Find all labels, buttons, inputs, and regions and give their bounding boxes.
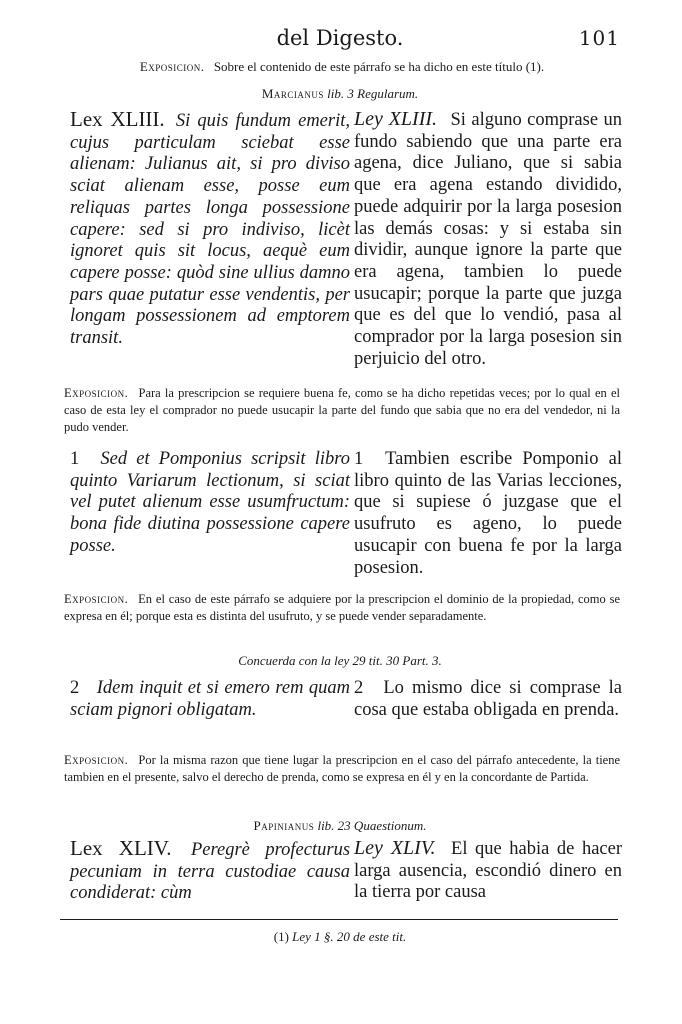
spanish-law-text: Si alguno comprase un fundo sabiendo que una parte era agena, dice Juliano, que si sabia que era agena estando dividido, puede adquirir por la larga posesion las demás cosas: y si estaba sin dividir, aunque ignore la parte que era agena, tambien lo puede usucapir; porque la parte que juzga que es del que lo vendió, pasa al comprador por la larga posesion sin perjuicio del otro. xyxy=(354,110,622,369)
latin-column-lex-43 xyxy=(70,109,350,350)
exposition-label: Exposicion. xyxy=(64,386,129,400)
exposition-lex-43 xyxy=(64,385,620,436)
exposition-text: En el caso de este párrafo se adquiere por la prescripcion el dominio de la propiedad, como se expresa en él; porque esta es distinta del usufruto, y se puede vender separadamente. xyxy=(64,592,621,623)
latin-law-text: Si quis fundum emerit, cujus particulam sciebat esse alienam: Julianus ait, si pro diviso sciat alienam esse, posse eum reliquas partes longa possessione capere: sed si pro indiviso, licèt ignoret quis sit locus, aequè eum capere posse: quòd sine ullius damno pars quae putatur esse vendentis, per longam possessionem ad emptorem transit. xyxy=(70,111,351,349)
latin-column-paragraph-1 xyxy=(70,449,350,558)
spanish-column-lex-44 xyxy=(354,838,622,904)
spanish-paragraph-text: Lo mismo dice si comprase la cosa que estaba obligada en prenda. xyxy=(354,678,622,720)
exposition-text: Para la prescripcion se requiere buena fe, como se ha dicho repetidas veces; por lo qual en el caso de esta ley el comprador no puede usucapir la parte del fundo que sabia que no era del vendedor, ni la pudo vender. xyxy=(64,386,620,434)
exposition-label: Exposicion. xyxy=(139,59,205,74)
exposition-text: Sobre el contenido de este párrafo se ha dicho en este título (1). xyxy=(213,59,545,74)
attribution-lex-44 xyxy=(60,818,620,834)
footnote-text: Ley 1 §. 20 de este tit. xyxy=(292,929,407,944)
running-title: del Digesto. xyxy=(276,26,404,50)
paragraph-number: 1 xyxy=(354,449,364,469)
exposition-paragraph-2 xyxy=(64,752,620,786)
spanish-law-heading: Ley XLIV. xyxy=(354,837,436,859)
footnote xyxy=(60,929,620,945)
latin-column-lex-44 xyxy=(70,838,350,905)
spanish-paragraph-text: Tambien escribe Pomponio al libro quinto de las Varias lecciones, que si supiese ó juzgase que el usufruto es ageno, lo puede usucapir con buena fe por la larga posesion. xyxy=(354,449,622,578)
footnote-mark: (1) xyxy=(273,929,289,944)
latin-column-paragraph-2 xyxy=(70,678,350,721)
latin-law-heading: Lex XLIV. xyxy=(70,836,172,860)
exposition-top xyxy=(64,58,620,75)
exposition-paragraph-1 xyxy=(64,591,620,625)
spanish-column-paragraph-1 xyxy=(354,449,622,579)
paragraph-number: 2 xyxy=(354,678,364,698)
attribution-lex-43 xyxy=(60,86,620,102)
paragraph-number: 1 xyxy=(70,449,80,469)
exposition-label: Exposicion. xyxy=(64,592,129,606)
page-number: 101 xyxy=(578,26,620,50)
spanish-law-text: El que habia de hacer larga ausencia, escondió dinero en la tierra por causa xyxy=(354,839,622,903)
spanish-column-paragraph-2 xyxy=(354,678,622,721)
attribution-book: lib. 3 Regularum. xyxy=(327,86,419,101)
footnote-rule xyxy=(60,919,618,920)
exposition-label: Exposicion. xyxy=(64,753,129,767)
concordance-note: Concuerda con la ley 29 tit. 30 Part. 3. xyxy=(238,653,442,668)
attribution-author: Papinianus xyxy=(253,818,315,833)
exposition-text: Por la misma razon que tiene lugar la prescripcion en el caso del párrafo antecedente, la tiene tambien en el presente, salvo el derecho de prenda, como se expresa en él y en la concordante de Partida. xyxy=(64,753,621,784)
latin-law-text: Peregrè profecturus pecuniam in terra custodiae causa condiderat: cùm xyxy=(70,840,351,904)
attribution-author: Marcianus xyxy=(261,86,324,101)
attribution-book: lib. 23 Quaestionum. xyxy=(317,818,427,833)
latin-law-heading: Lex XLIII. xyxy=(70,107,165,131)
paragraph-number: 2 xyxy=(70,678,80,698)
running-head xyxy=(60,26,620,52)
spanish-column-lex-43 xyxy=(354,109,622,370)
spanish-law-heading: Ley XLIII. xyxy=(354,108,438,130)
latin-paragraph-text: Idem inquit et si emero rem quam sciam pignori obligatam. xyxy=(70,678,350,720)
latin-paragraph-text: Sed et Pomponius scripsit libro quinto Variarum lectionum, si sciat vel putet alienum esse usumfructum: bona fide diutina possessione capere posse. xyxy=(70,449,350,556)
